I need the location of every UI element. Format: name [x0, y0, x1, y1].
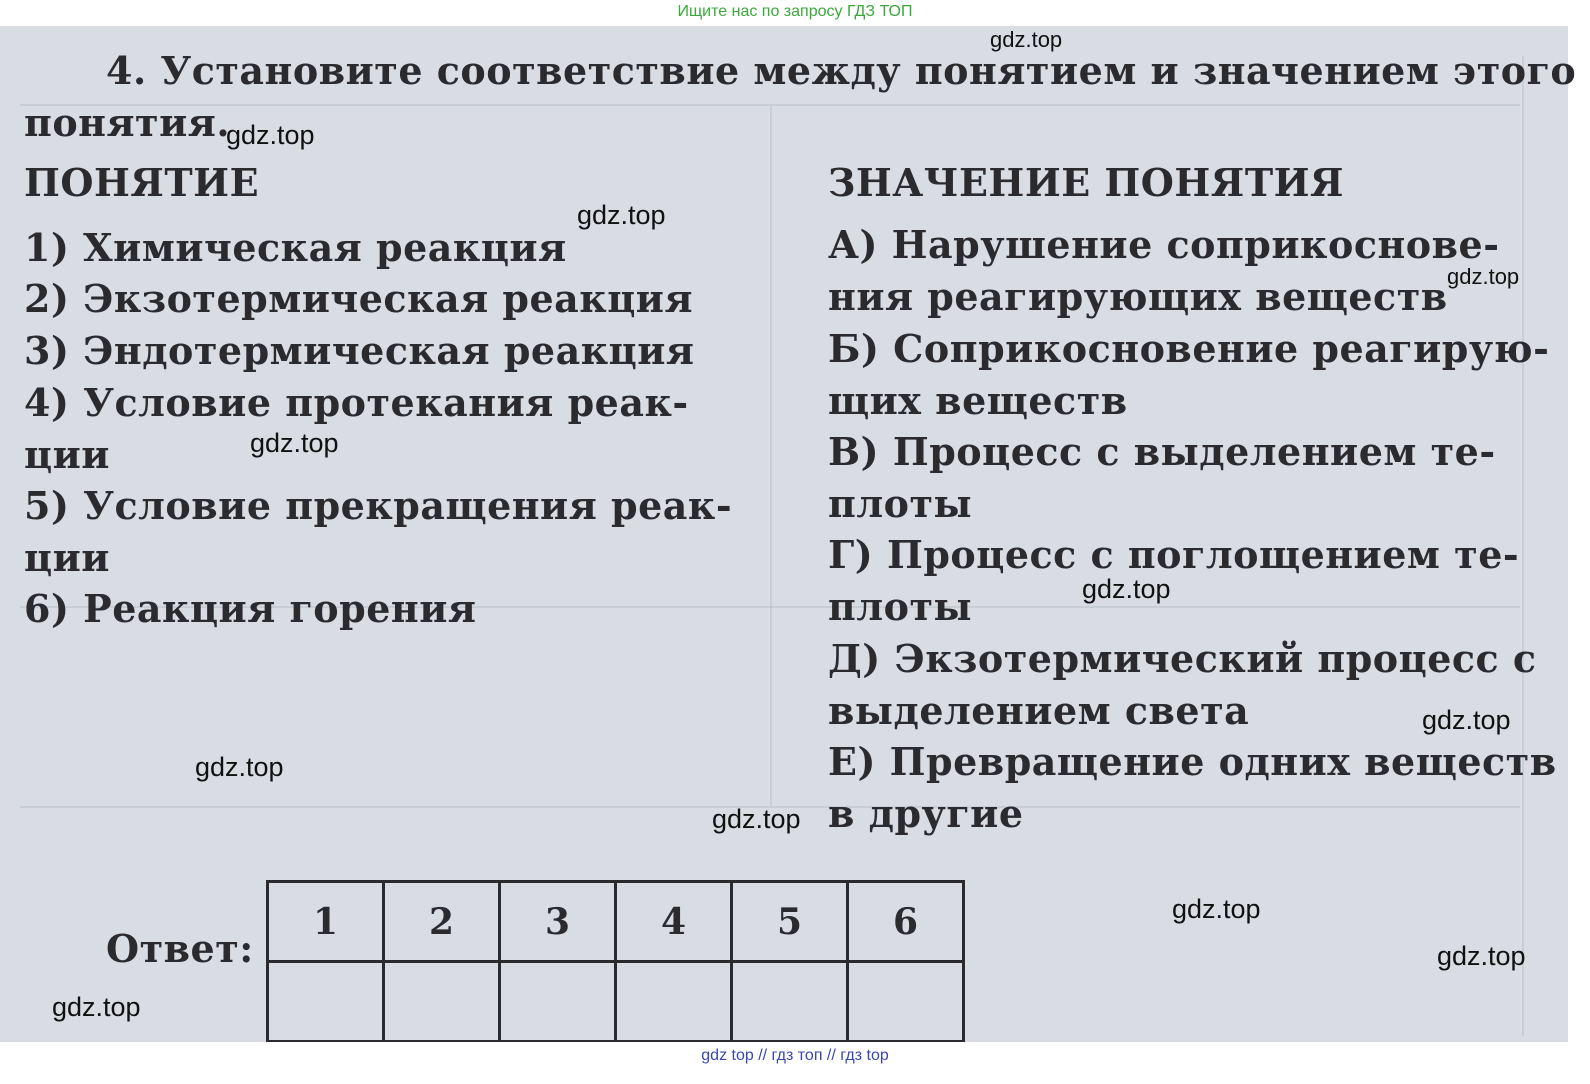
footer-links[interactable]: gdz top // гдз топ // гдз top	[0, 1042, 1590, 1084]
meaning-line-d: Д) Экзотермический процесс с	[828, 636, 1537, 681]
answer-cell[interactable]	[848, 962, 964, 1042]
concept-item-3: 3) Эндотермическая реакция	[24, 328, 695, 373]
meaning-line-e-cont: в другие	[828, 791, 1024, 836]
task-title	[106, 48, 1577, 93]
meaning-line-g: Г) Процесс с поглощением те-	[828, 532, 1520, 577]
meaning-line-b: Б) Соприкосновение реагирую-	[828, 326, 1550, 371]
concept-header: ПОНЯТИЕ	[24, 160, 260, 205]
meaning-header: ЗНАЧЕНИЕ ПОНЯТИЯ	[828, 160, 1345, 205]
page-edge	[1568, 26, 1590, 1042]
watermark: gdz.top	[226, 120, 315, 150]
answer-column-header: 3	[500, 882, 616, 962]
answer-cell[interactable]	[732, 962, 848, 1042]
watermark: gdz.top	[577, 200, 666, 230]
watermark: gdz.top	[1447, 264, 1520, 289]
answer-table	[266, 880, 965, 1043]
meaning-line-b-cont: щих веществ	[828, 378, 1128, 423]
answer-cell[interactable]	[268, 962, 384, 1042]
concept-item-2: 2) Экзотермическая реакция	[24, 276, 694, 321]
watermark: gdz.top	[52, 992, 141, 1022]
concept-item-4-cont: ции	[24, 432, 110, 477]
answer-label: Ответ:	[106, 926, 254, 971]
watermark: gdz.top	[1082, 574, 1171, 604]
watermark: gdz.top	[712, 804, 801, 834]
concept-item-5: 5) Условие прекращения реак-	[24, 483, 733, 528]
meaning-line-a-cont: ния реагирующих веществ	[828, 274, 1448, 319]
watermark: gdz.top	[195, 752, 284, 782]
bleed-through-line	[770, 106, 772, 806]
watermark: gdz.top	[1422, 705, 1511, 735]
watermark: gdz.top	[1172, 894, 1261, 924]
answer-column-header: 1	[268, 882, 384, 962]
answer-cell[interactable]	[616, 962, 732, 1042]
task-title-line-2: понятия.	[24, 100, 231, 145]
concept-item-5-cont: ции	[24, 535, 110, 580]
answer-cell[interactable]	[384, 962, 500, 1042]
meaning-line-d-cont: выделением света	[828, 688, 1250, 733]
meaning-line-v-cont: плоты	[828, 481, 973, 526]
watermark: gdz.top	[990, 27, 1063, 52]
meaning-line-e: Е) Превращение одних веществ	[828, 739, 1557, 784]
meaning-line-v: В) Процесс с выделением те-	[828, 429, 1496, 474]
answer-column-header: 4	[616, 882, 732, 962]
meaning-line-a: А) Нарушение соприкоснове-	[828, 222, 1500, 267]
concept-item-1: 1) Химическая реакция	[24, 225, 567, 270]
answer-input-row	[268, 962, 964, 1042]
meaning-line-g-cont: плоты	[828, 584, 973, 629]
concept-item-6: 6) Реакция горения	[24, 586, 477, 631]
answer-column-header: 2	[384, 882, 500, 962]
answer-column-header: 6	[848, 882, 964, 962]
task-title-line-1: 4. Установите соответствие между понятием и значением этого	[106, 48, 1577, 93]
top-banner[interactable]: Ищите нас по запросу ГДЗ ТОП	[0, 0, 1590, 26]
answer-header-row	[268, 882, 964, 962]
concept-item-4: 4) Условие протекания реак-	[24, 380, 689, 425]
watermark: gdz.top	[250, 428, 339, 458]
watermark: gdz.top	[1437, 941, 1526, 971]
answer-column-header: 5	[732, 882, 848, 962]
bleed-through-line	[1522, 56, 1524, 1036]
answer-cell[interactable]	[500, 962, 616, 1042]
